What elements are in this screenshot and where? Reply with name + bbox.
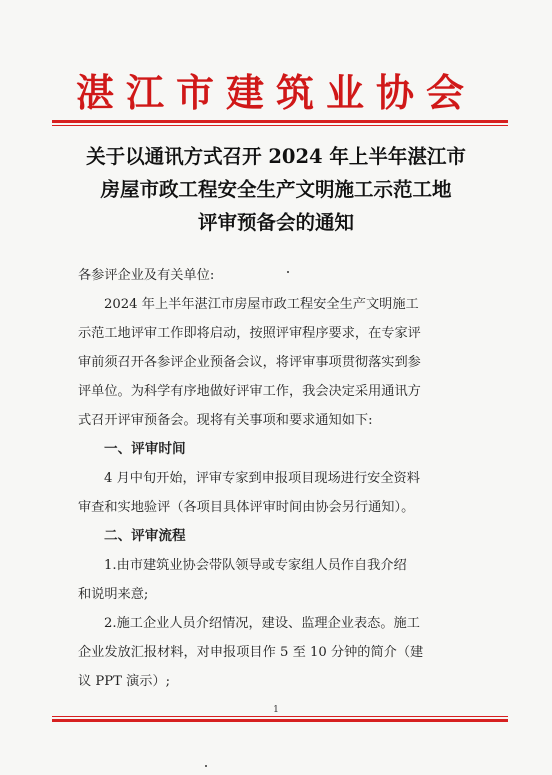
- section-heading-time: 一、评审时间: [104, 441, 186, 457]
- body-line: 2024 年上半年湛江市房屋市政工程安全生产文明施工: [104, 297, 419, 312]
- list-item-line: 1.由市建筑业协会带队领导或专家组人员作自我介绍: [104, 558, 407, 573]
- page-number: 1: [273, 705, 279, 715]
- list-item-line: 2.施工企业人员介绍情况，建设、监理企业表态。施工: [104, 616, 420, 631]
- body-line: 审查和实地验评（各项目具体评审时间由协会另行通知）。: [78, 500, 415, 515]
- scan-speck: [205, 765, 207, 767]
- footer-double-rule: [52, 716, 508, 722]
- body-line: 示范工地评审工作即将启动，按照评审程序要求，在专家评: [78, 326, 421, 341]
- section-heading-process: 二、评审流程: [104, 528, 186, 544]
- body-line: 式召开评审预备会。现将有关事项和要求通知如下:: [78, 413, 373, 428]
- scan-speck: [287, 271, 289, 273]
- document-title: [40, 140, 512, 239]
- title-line: 房屋市政工程安全生产文明施工示范工地: [100, 178, 452, 201]
- title-line: 评审预备会的通知: [197, 211, 354, 234]
- list-item-line: 企业发放汇报材料，对申报项目作 5 至 10 分钟的简介（建: [78, 645, 424, 660]
- list-item-line: 议 PPT 演示）;: [78, 674, 171, 689]
- list-item-line: 和说明来意;: [78, 587, 149, 602]
- body-line: 评单位。为科学有序地做好评审工作，我会决定采用通讯方: [78, 384, 421, 399]
- body-line: 4 月中旬开始，评审专家到申报项目现场进行安全资料: [104, 471, 420, 486]
- salutation: 各参评企业及有关单位:: [78, 268, 215, 283]
- title-line: 关于以通讯方式召开 2024 年上半年湛江市: [86, 145, 466, 168]
- document-body: [78, 261, 470, 696]
- body-line: 审前须召开各参评企业预备会议，将评审事项贯彻落实到参: [78, 355, 421, 370]
- organization-header: 湛江市建筑业协会: [75, 70, 476, 115]
- header-double-rule: [52, 120, 508, 126]
